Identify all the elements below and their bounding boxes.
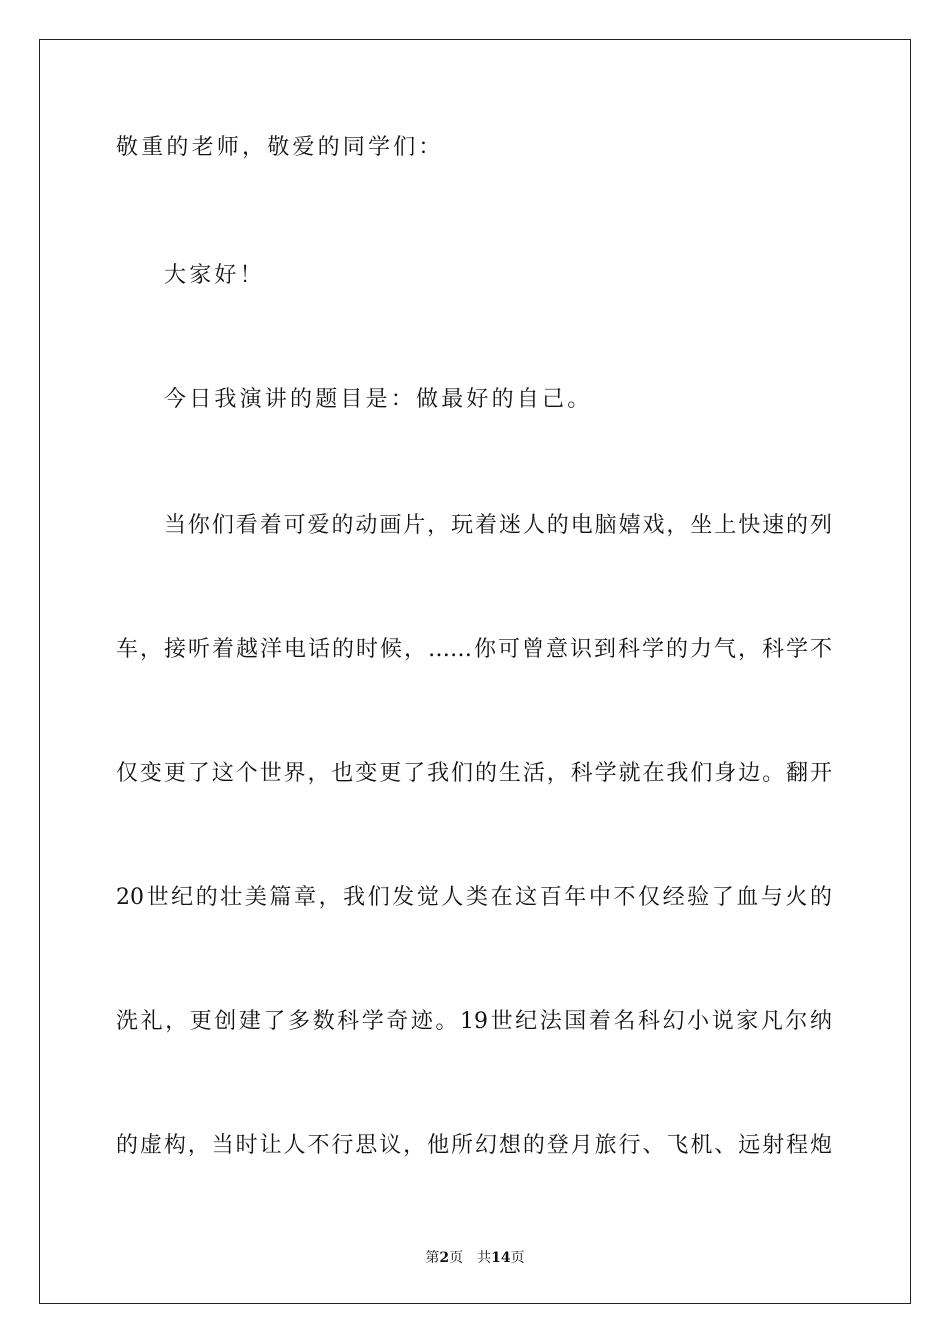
salutation-line: 敬重的老师，敬爱的同学们： [116, 135, 444, 160]
page-total: 14 [491, 1250, 511, 1266]
body-line: 当你们看着可爱的动画片，玩着迷人的电脑嬉戏，坐上快速的列 [164, 513, 832, 538]
body-line: 仅变更了这个世界，也变更了我们的生活，科学就在我们身边。翻开 [116, 761, 832, 786]
body-line: 车，接听着越洋电话的时候，……你可曾意识到科学的力气，科学不 [116, 637, 832, 662]
body-line: 20世纪的壮美篇章，我们发觉人类在这百年中不仅经验了血与火的 [116, 885, 832, 910]
page-number-footer [0, 1248, 950, 1268]
page-frame [39, 39, 911, 1304]
body-line: 洗礼，更创建了多数科学奇迹。19世纪法国着名科幻小说家凡尔纳 [116, 1009, 832, 1034]
page-unit: 页 [449, 1250, 464, 1266]
topic-line: 今日我演讲的题目是：做最好的自己。 [164, 387, 593, 412]
page-current: 2 [439, 1250, 450, 1266]
total-unit: 页 [510, 1250, 525, 1266]
greeting-line: 大家好！ [164, 263, 265, 288]
page-prefix: 第 [425, 1250, 440, 1266]
total-prefix: 共 [477, 1250, 492, 1266]
body-line: 的虚构，当时让人不行思议，他所幻想的登月旅行、飞机、远射程炮 [116, 1133, 832, 1158]
